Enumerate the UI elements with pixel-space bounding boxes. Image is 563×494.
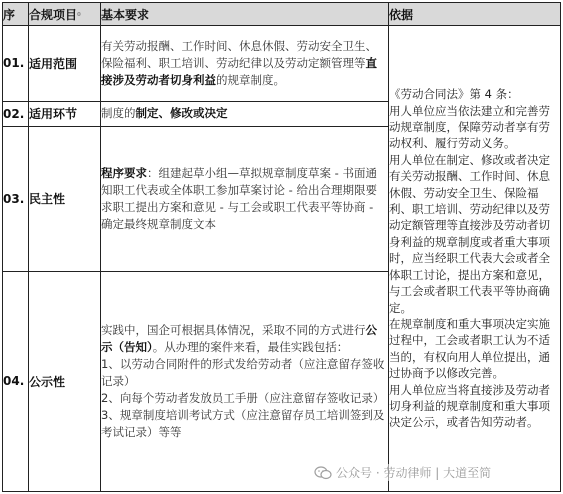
header-basis: 依据 <box>389 3 561 26</box>
row-item: 公示性 <box>29 271 101 491</box>
requirement-text-end: 。从办理的案件来看，最佳实践包括： <box>152 339 349 354</box>
requirement-emphasis: 公示（告知） <box>101 322 377 354</box>
table-header-row <box>3 3 561 26</box>
row-requirement <box>101 126 389 271</box>
row-item: 民主性 <box>29 126 101 271</box>
requirement-emphasis: 制定、修改或决定 <box>135 106 228 121</box>
row-requirement <box>101 26 389 102</box>
requirement-text-end: ：组建起草小组—草拟规章制度草案 - 书面通知职工代表或全体职工参加草案讨论 - 给出合理期限要求职工提出方案和意见 - 与工会或职工代表平等协商 - 确定最终规章制度文本 <box>101 165 377 231</box>
basis-paragraph-4: 用人单位应当将直接涉及劳动者切身利益的规章制度和重大事项决定公示，或者告知劳动者。 <box>389 382 550 430</box>
row-item: 适用环节 <box>29 101 101 126</box>
row-requirement <box>101 101 389 126</box>
row-number: 01. <box>3 26 29 102</box>
wechat-icon <box>314 466 332 480</box>
header-item-label: 合规项目 <box>29 7 78 22</box>
practice-item-3: 3、规章制度培训考试方式（应注意留存员工培训签到及考试记录）等等 <box>101 407 385 439</box>
basis-paragraph-2: 用人单位在制定、修改或者决定有关劳动报酬、工作时间、休息休假、劳动安全卫生、保险福利、职工培训、劳动纪律以及劳动定额管理等直接涉及劳动者切身利益的规章制度或者重大事项时，应当经职工代表大会或者全体职工讨论，提出方案和意见，与工会或者职工代表平等协商确定。 <box>389 152 550 315</box>
row-item: 适用范围 <box>29 26 101 102</box>
requirement-text: 有关劳动报酬、工作时间、休息休假、劳动安全卫生、保险福利、职工培训、劳动纪律以及劳动定额管理等 <box>101 38 377 70</box>
row-number: 04. <box>3 271 29 491</box>
requirement-intro <box>101 322 388 356</box>
watermark-text: 公众号 · 劳动律师 | 大道至简 <box>336 466 492 480</box>
requirement-text: 制度的 <box>101 106 136 121</box>
row-number: 03. <box>3 126 29 271</box>
basis-title: 《劳动合同法》第 4 条： <box>389 87 519 102</box>
header-item <box>29 3 101 26</box>
basis-paragraph-3: 在规章制度和重大事项决定实施过程中，工会或者职工认为不适当的，有权向用人单位提出，通过协商予以修改完善。 <box>389 316 550 381</box>
compliance-table <box>2 2 561 492</box>
table-row <box>3 26 561 102</box>
header-requirement: 基本要求 <box>101 3 389 26</box>
document-page <box>2 2 561 492</box>
row-requirement <box>101 271 389 491</box>
requirement-text-end: 的规章制度。 <box>216 72 285 87</box>
row-number: 02. <box>3 101 29 126</box>
requirement-emphasis: 程序要求 <box>101 165 147 180</box>
header-seq: 序 <box>3 3 29 26</box>
basis-paragraph-1: 用人单位应当依法建立和完善劳动规章制度，保障劳动者享有劳动权利、履行劳动义务。 <box>389 103 550 151</box>
watermark <box>314 464 491 481</box>
practice-item-2: 2、向每个劳动者发放员工手册（应注意留存签收记录） <box>101 390 385 405</box>
requirement-emphasis: 直接涉及劳动者切身利益 <box>101 55 377 87</box>
basis-cell <box>389 26 561 492</box>
requirement-text: 实践中，国企可根据具体情况，采取不同的方式进行 <box>101 322 366 337</box>
header-item-mark: ⁰ <box>77 11 81 22</box>
practice-item-1: 1、以劳动合同附件的形式发给劳动者（应注意留存签收记录） <box>101 356 385 388</box>
